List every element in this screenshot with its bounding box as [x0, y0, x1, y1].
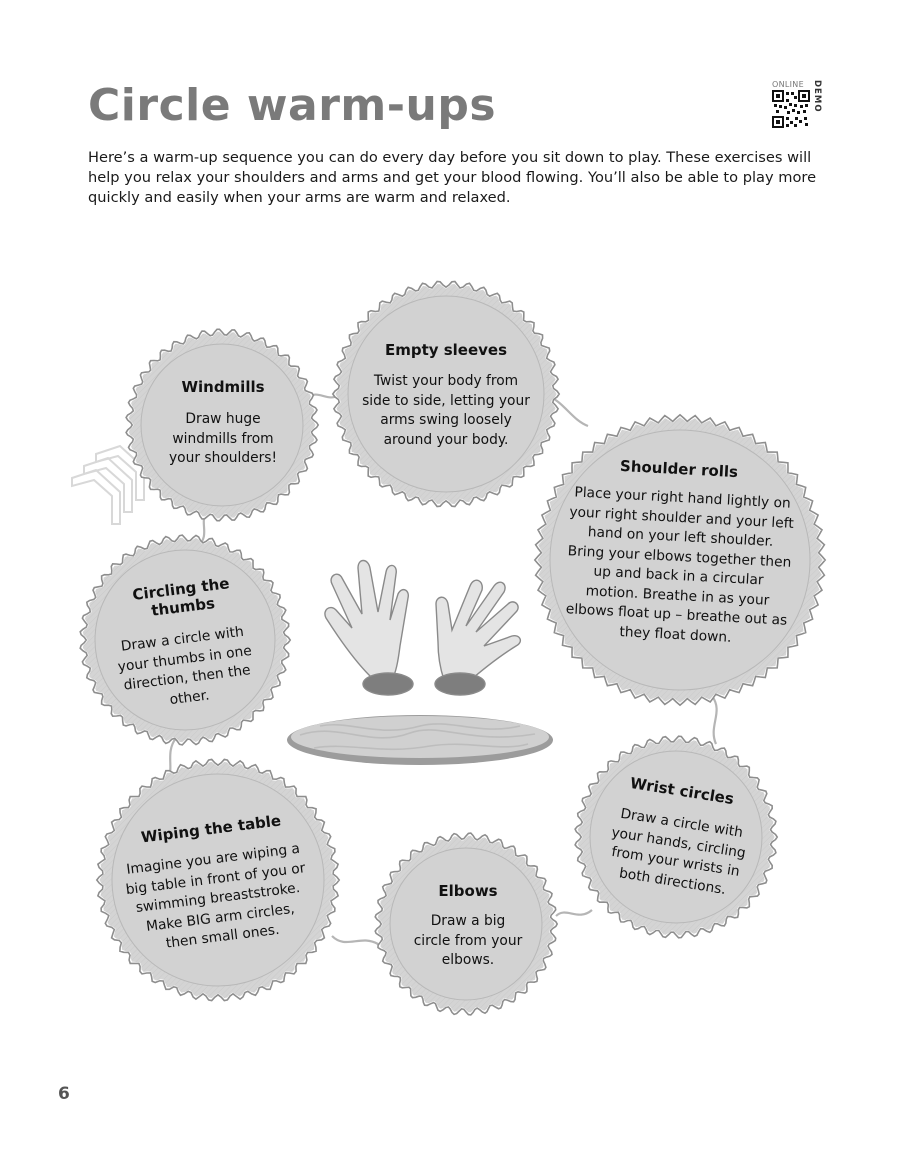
shoulder-rolls-title: Shoulder rolls — [619, 456, 739, 482]
connector-wiping-elbows — [332, 936, 378, 944]
connector-shoulder-wrist — [712, 696, 717, 744]
intro-paragraph: Here’s a warm-up sequence you can do every day before you sit down to play. These exercises will help you relax your shoulders and arms and get your blood flowing. You’ll also be able to play more quickly and easily when your arms are warm and relaxed. — [88, 149, 817, 206]
connector-elbows-wrist — [556, 910, 592, 916]
right-cuff — [435, 673, 485, 695]
elbows-title: Elbows — [438, 882, 498, 900]
left-cuff — [363, 673, 413, 695]
empty-sleeves-title: Empty sleeves — [384, 341, 508, 359]
windmills-title: Windmills — [181, 378, 265, 396]
windmills-text: Draw huge windmills from your shoulders! — [169, 411, 277, 466]
table-icon — [287, 715, 553, 765]
circling-thumbs-text: Draw a circle with your thumbs in one direction, then the other. — [116, 623, 253, 708]
wiping-table-title: Wiping the table — [140, 811, 282, 847]
chevron-right-icon — [72, 446, 144, 524]
empty-sleeves-text: Twist your body from side to side, letting your arms swing loosely around your body. — [362, 373, 530, 448]
left-hand — [325, 561, 408, 681]
page-title: Circle warm-ups — [88, 80, 497, 131]
wrist-circles-text: Draw a circle with your hands, circling from your wrists in both directions. — [610, 805, 747, 898]
wrist-circles-title: Wrist circles — [628, 773, 736, 809]
page-number: 6 — [58, 1084, 70, 1104]
elbows-text: Draw a big circle from your elbows. — [413, 913, 523, 968]
right-hand — [436, 580, 520, 684]
demo-label: DEMO — [812, 80, 822, 113]
hands-icon — [325, 561, 520, 696]
circling-thumbs-title: Circling the thumbs — [131, 574, 231, 620]
wiping-table-text: Imagine you are wiping a big table in front of you or swimming breaststroke. Make BIG arm circles, then small ones. — [124, 840, 307, 952]
online-label: ONLINE — [772, 80, 804, 89]
shoulder-rolls-text: Place your right hand lightly on your right shoulder and your left hand on your left shoulder. Bring your elbows together then up and back in a circular motion. Breathe in as your elbows float up – breathe out as they float down. — [565, 484, 795, 646]
